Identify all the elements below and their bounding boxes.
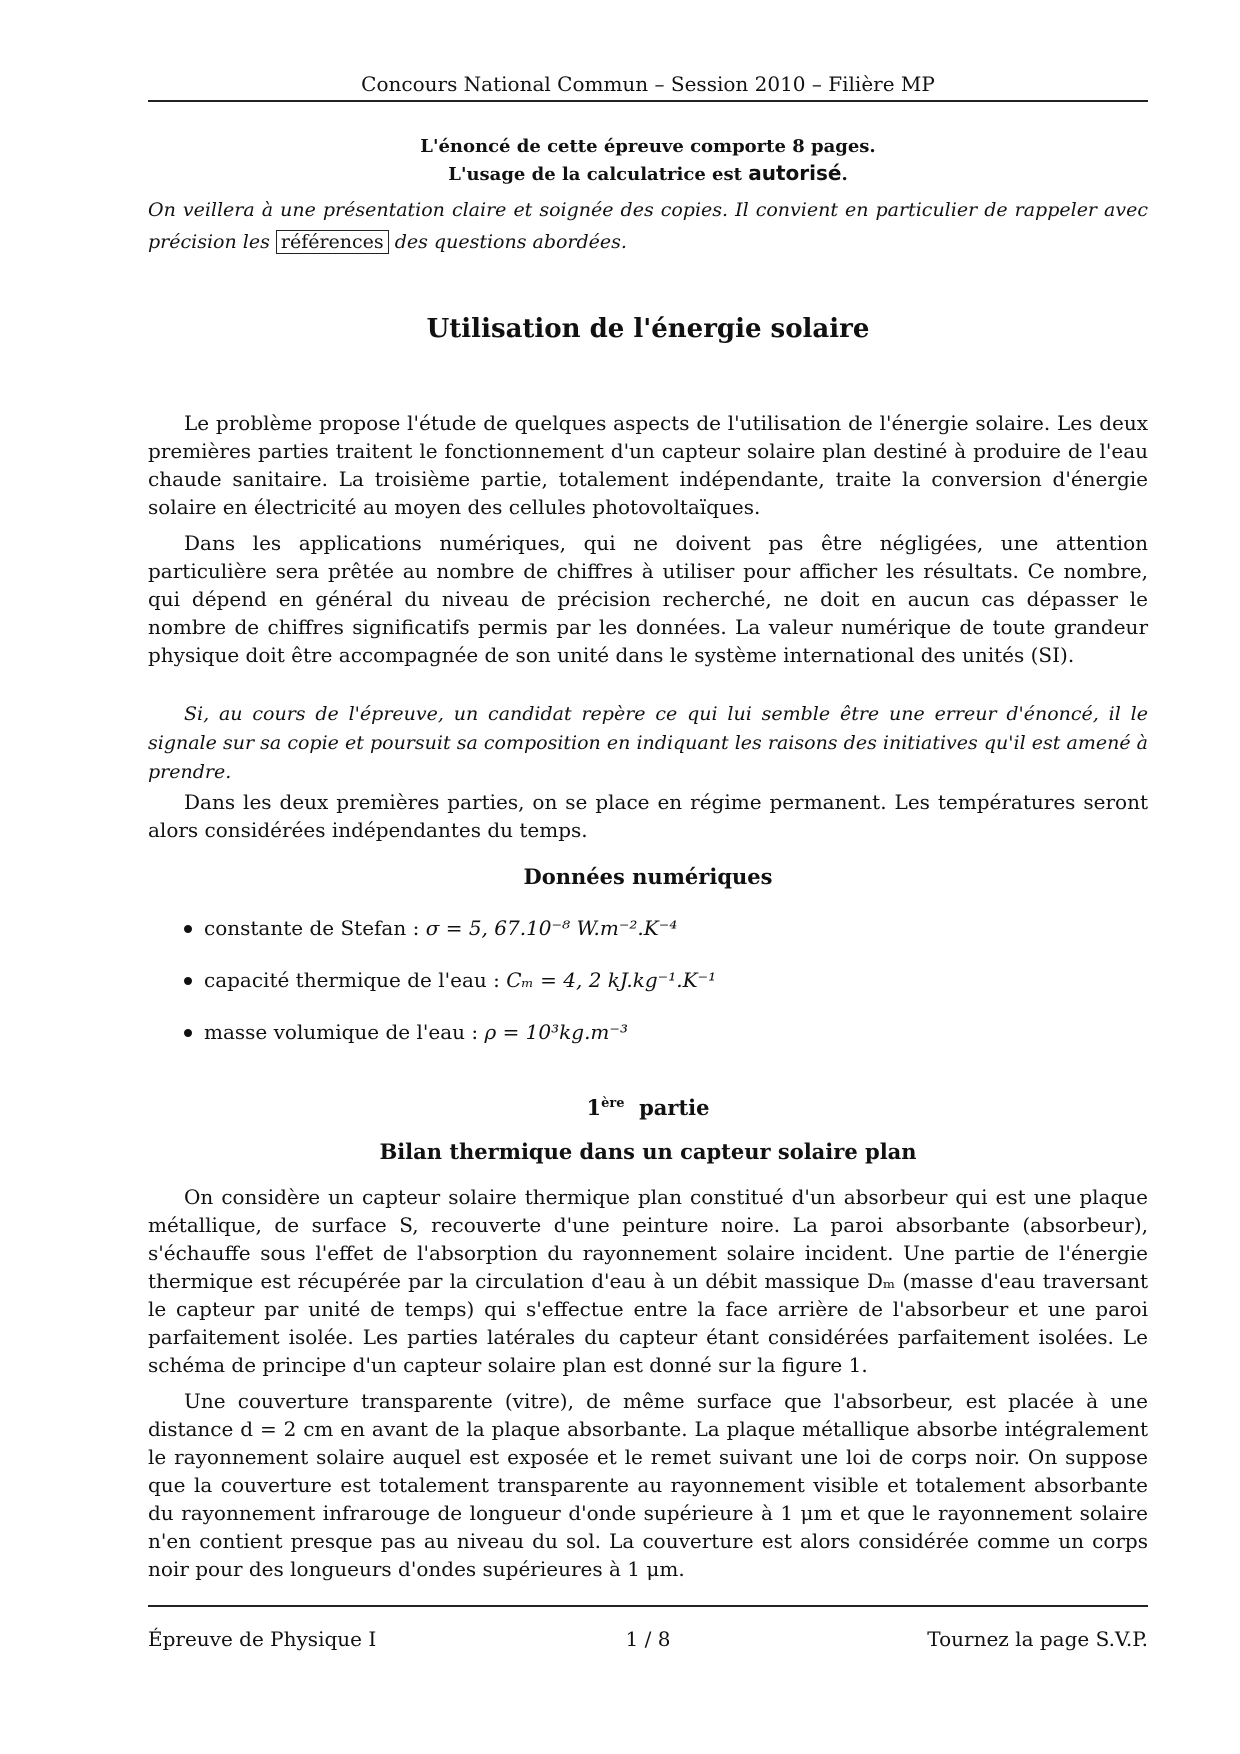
instruction-after: des questions abordées. [388, 231, 627, 253]
data-formula: Cₘ = 4, 2 kJ.kg⁻¹.K⁻¹ [506, 968, 717, 992]
regime-paragraph: Dans les deux premières parties, on se place en régime permanent. Les températures seront alors considérées indépendantes du temps. [148, 790, 1148, 842]
intro-section [148, 409, 1148, 677]
data-item-heat-capacity [148, 954, 1148, 1006]
data-item-stefan [148, 902, 1148, 954]
data-label: constante de Stefan : [204, 916, 426, 940]
data-formula: ρ = 10³kg.m⁻³ [484, 1020, 628, 1044]
intro-paragraph-2: Dans les applications numériques, qui ne doivent pas être négligées, une attention particulière sera prêtée au nombre de chiffres à utiliser pour afficher les résultats. Ce nombre, qui dépend en général du niveau de précision recherché, ne doit en aucun cas dépasser le nombre de chiffres significatifs permis par les données. La valeur numérique de toute grandeur physique doit être accompagnée de son unité dans le système international des unités (SI). [148, 531, 1148, 667]
notice-line-pages: L'énoncé de cette épreuve comporte 8 pages. [420, 136, 876, 157]
data-list-wrapper [148, 902, 1148, 1058]
part1-number: 1 [586, 1095, 602, 1120]
notice-authorized: autorisé [748, 161, 842, 185]
notice-calculator-text: L'usage de la calculatrice est [448, 164, 749, 185]
exam-notice [148, 133, 1148, 188]
bullet-icon [184, 977, 192, 985]
footer-rule [148, 1605, 1148, 1607]
part1-word: partie [639, 1095, 710, 1120]
data-item-density [148, 1006, 1148, 1058]
data-label: capacité thermique de l'eau : [204, 968, 507, 992]
regime-section [148, 788, 1148, 852]
part1-subtitle: Bilan thermique dans un capteur solaire plan [379, 1139, 917, 1164]
bullet-icon [184, 925, 192, 933]
footer-page-number: 1 / 8 [625, 1627, 671, 1651]
footer-exam-name: Épreuve de Physique I [148, 1627, 377, 1651]
part1-number-sup: ère [601, 1096, 625, 1111]
part1-paragraph-2: Une couverture transparente (vitre), de même surface que l'absorbeur, est placée à une distance d = 2 cm en avant de la plaque absorbante. La plaque métallique absorbe intégralement le rayonnement solaire auquel est exposée et le remet suivant une loi de corps noir. On suppose que la couverture est totalement transparente au rayonnement visible et totalement absorbante du rayonnement infrarouge de longueur d'onde supérieure à 1 μm et que le rayonnement solaire n'en contient presque pas au niveau du sol. La couverture est alors considérée comme un corps noir pour des longueurs d'ondes supérieures à 1 μm. [148, 1389, 1148, 1581]
instruction-boxed-references: références [276, 230, 389, 254]
footer-turn-page: Tournez la page S.V.P. [927, 1627, 1148, 1651]
part1-paragraph-1: On considère un capteur solaire thermique plan constitué d'un absorbeur qui est une plaque métallique, de surface S, recouverte d'une peinture noire. La paroi absorbante (absorbeur), s'échauffe sous l'effet de l'absorption du rayonnement solaire incident. Une partie de l'énergie thermique est récupérée par la circulation d'eau à un débit massique Dₘ (masse d'eau traversant le capteur par unité de temps) qui s'effectue entre la face arrière de l'absorbeur et une paroi parfaitement isolée. Les parties latérales du capteur étant considérées parfaitement isolées. Le schéma de principe d'un capteur solaire plan est donné sur la figure 1. [148, 1185, 1148, 1377]
page-header: Concours National Commun – Session 2010 – Filière MP [361, 72, 935, 96]
notice-line-calculator [148, 160, 1148, 188]
intro-paragraph-1: Le problème propose l'étude de quelques aspects de l'utilisation de l'énergie solaire. Les deux premières parties traitent le fonctionnement d'un capteur solaire plan destiné à produire de l'eau chaude sanitaire. La troisième partie, totalement indépendante, traite la conversion d'énergie solaire en électricité au moyen des cellules photovoltaïques. [148, 411, 1148, 519]
instruction-before: On veillera à une présentation claire et soignée des copies. Il convient en particulier de rappeler avec précision les [148, 199, 1148, 253]
notice-period: . [841, 164, 848, 185]
bullet-icon [184, 1029, 192, 1037]
data-formula: σ = 5, 67.10⁻⁸ W.m⁻².K⁻⁴ [425, 916, 678, 940]
instruction-paragraph [148, 194, 1148, 258]
part1-heading [148, 1095, 1148, 1120]
data-label: masse volumique de l'eau : [204, 1020, 485, 1044]
header-rule [148, 100, 1148, 102]
problem-title: Utilisation de l'énergie solaire [426, 314, 870, 344]
part1-body [148, 1183, 1148, 1591]
data-list [148, 902, 1148, 1058]
data-heading: Données numériques [523, 864, 773, 889]
error-note: Si, au cours de l'épreuve, un candidat repère ce qui lui semble être une erreur d'énoncé, il le signale sur sa copie et poursuit sa composition en indiquant les raisons des initiatives qu'il est amené à prendre. [148, 703, 1148, 783]
